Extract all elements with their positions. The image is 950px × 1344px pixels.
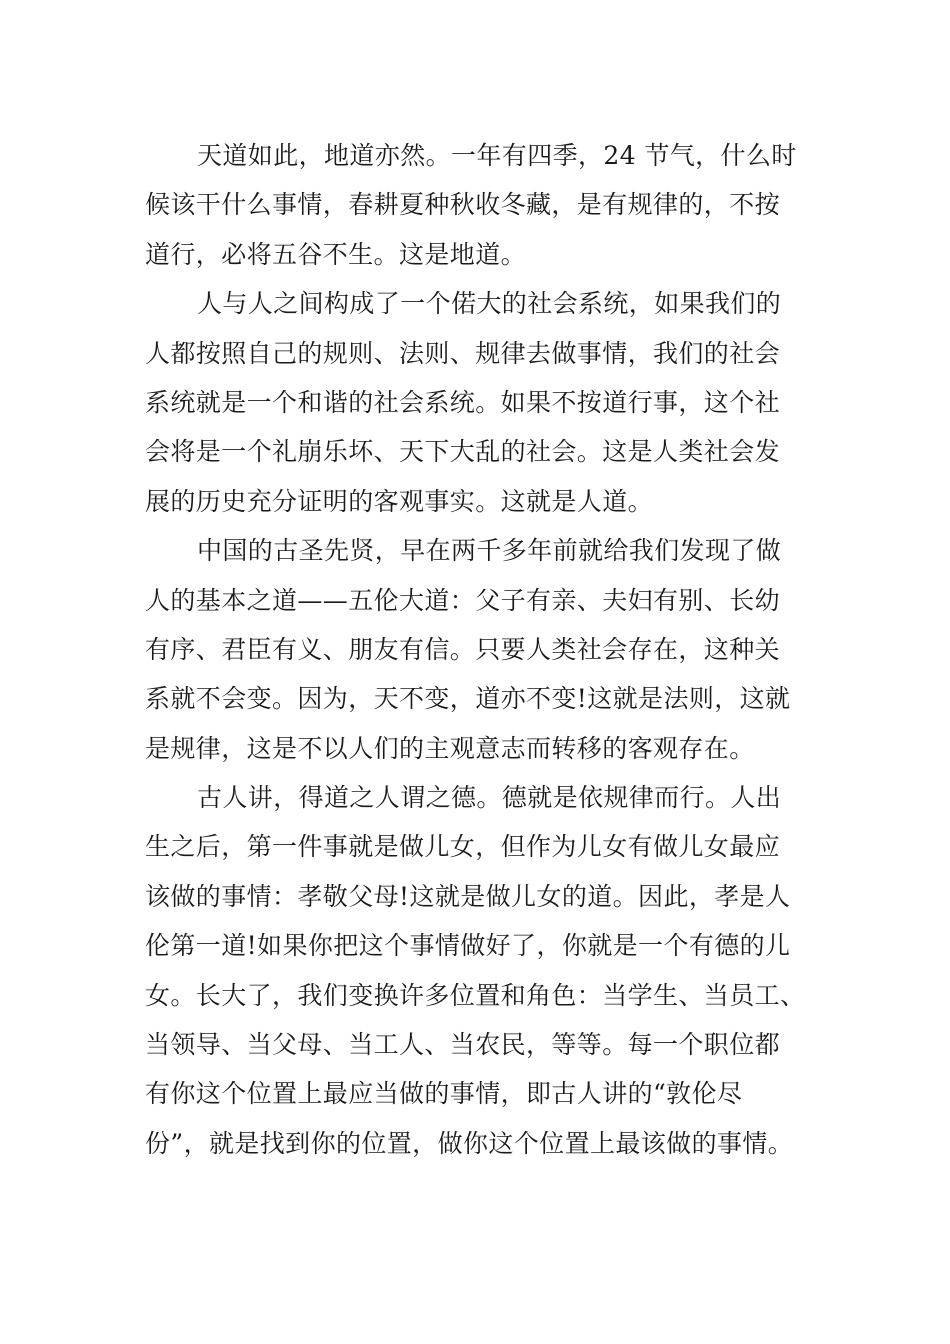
text-line: 天道如此，地道亦然。一年有四季，24 节气，什么时 xyxy=(197,141,797,170)
text-line: 候该干什么事情，春耕夏种秋收冬藏，是有规律的，不按 xyxy=(145,190,781,220)
text-line: 古人讲，得道之人谓之德。德就是依规律而行。人出 xyxy=(197,783,782,813)
paragraph-heaven-earth xyxy=(145,131,800,279)
text-line: 当领导、当父母、当工人、当农民，等等。每一个职位都 xyxy=(145,1030,781,1060)
paragraph-five-relations xyxy=(145,526,800,773)
text-line: 有你这个位置上最应当做的事情，即古人讲的“敦伦尽 xyxy=(145,1079,743,1109)
text-line: 系就不会变。因为，天不变，道亦不变!这就是法则，这就 xyxy=(145,684,791,714)
text-line: 份”，就是找到你的位置，做你这个位置上最该做的事情。 xyxy=(145,1128,794,1158)
text-line: 展的历史充分证明的客观事实。这就是人道。 xyxy=(145,486,654,516)
document-body xyxy=(145,131,806,1168)
text-line: 该做的事情：孝敬父母!这就是做儿女的道。因此，孝是人 xyxy=(145,881,791,911)
text-line: 人都按照自己的规则、法则、规律去做事情，我们的社会 xyxy=(145,338,781,368)
text-line: 中国的古圣先贤，早在两千多年前就给我们发现了做 xyxy=(197,536,782,566)
text-line: 系统就是一个和谐的社会系统。如果不按道行事，这个社 xyxy=(145,387,781,417)
paragraph-virtue xyxy=(145,773,806,1168)
text-line: 有序、君臣有义、朋友有信。只要人类社会存在，这种关 xyxy=(145,634,781,664)
text-line: 生之后，第一件事就是做儿女，但作为儿女有做儿女最应 xyxy=(145,832,781,862)
text-line: 人的基本之道——五伦大道：父子有亲、夫妇有别、长幼 xyxy=(145,585,781,615)
text-line: 女。长大了，我们变换许多位置和角色：当学生、当员工、 xyxy=(145,980,806,1010)
paragraph-human-way xyxy=(145,279,800,526)
text-line: 伦第一道!如果你把这个事情做好了，你就是一个有德的儿 xyxy=(145,931,791,961)
text-line: 道行，必将五谷不生。这是地道。 xyxy=(145,239,527,269)
text-line: 会将是一个礼崩乐坏、天下大乱的社会。这是人类社会发 xyxy=(145,437,781,467)
text-line: 是规律，这是不以人们的主观意志而转移的客观存在。 xyxy=(145,733,755,763)
text-line: 人与人之间构成了一个偌大的社会系统，如果我们的 xyxy=(197,289,782,319)
